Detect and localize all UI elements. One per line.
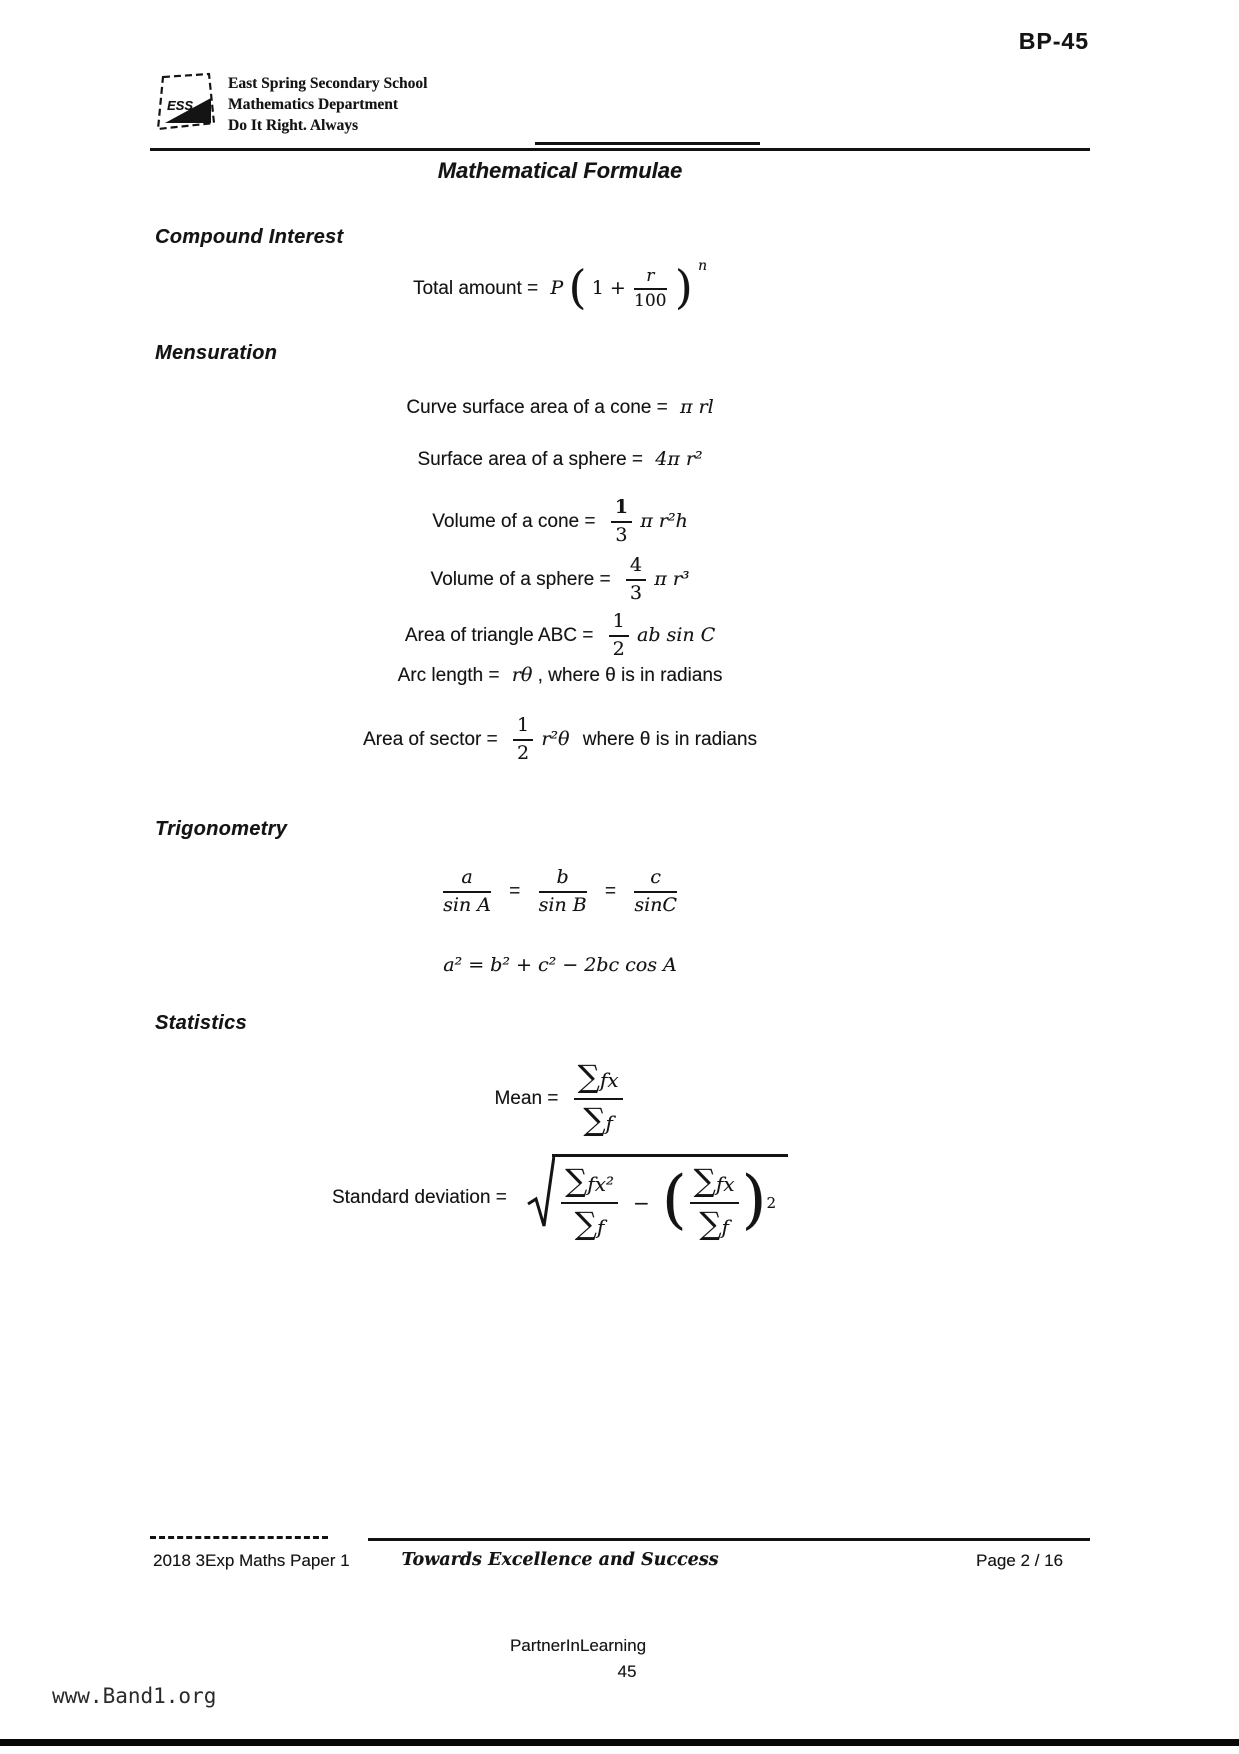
fraction-four-thirds: $\frac{4}{3}$ [626, 554, 646, 606]
bottom-scan-edge [0, 1739, 1239, 1746]
math-one-plus: 1 + [591, 277, 626, 299]
formula-label: Surface area of a sphere = [417, 449, 643, 470]
open-paren: ( [568, 259, 587, 314]
watermark-url: www.Band1.org [52, 1684, 217, 1708]
fraction-one-half: $\frac{1}{2}$ [609, 610, 629, 662]
heading-compound-interest: Compound Interest [155, 226, 344, 248]
fraction-one-third: $\frac{1}{3}$ [611, 496, 632, 548]
formula-sphere-surface [150, 448, 970, 471]
formula-cone-surface [150, 396, 970, 419]
footer-rule [368, 1538, 1090, 1541]
exponent-n: n [698, 258, 708, 274]
minus-sign: − [632, 1190, 650, 1215]
math-expression: 4π r² [655, 448, 703, 470]
formula-label: Volume of a sphere = [430, 568, 611, 590]
fraction-one-half: $\frac{1}{2}$ [513, 714, 533, 766]
header-rule [150, 148, 1090, 151]
school-name: East Spring Secondary School [228, 75, 428, 92]
scan-page-number: 45 [617, 1662, 637, 1681]
formula-label: Area of sector = [363, 728, 498, 750]
math-expression: a² = b² + c² − 2bc cos A [443, 954, 677, 976]
formula-label: Arc length = [397, 665, 500, 686]
footer-motto: Towards Excellence and Success [401, 1550, 719, 1570]
formula-label: Area of triangle ABC = [404, 624, 594, 646]
footer-rule-dashed [150, 1536, 328, 1539]
formula-label: Curve surface area of a cone = [406, 397, 668, 418]
exponent-2: 2 [766, 1193, 777, 1212]
formula-suffix: , where θ is in radians [537, 665, 723, 686]
radical-icon [527, 1152, 555, 1232]
radicand [552, 1154, 788, 1244]
formula-sphere-volume [150, 554, 970, 606]
formula-label: Standard deviation = [331, 1186, 507, 1208]
math-principal: P [550, 277, 564, 299]
footer-paper-title: 2018 3Exp Maths Paper 1 [153, 1551, 350, 1570]
heading-statistics: Statistics [155, 1012, 247, 1034]
open-paren: ( [661, 1162, 687, 1237]
formula-cosine-rule [150, 954, 970, 977]
math-expression: π r³ [654, 567, 690, 590]
fraction-r-100: $\frac{r}{100}$ [634, 265, 667, 311]
fraction-c-sinC: $\frac{c}{\sin C}$ [634, 866, 677, 916]
formula-suffix: where θ is in radians [582, 728, 757, 750]
school-logo-icon [152, 72, 220, 134]
formula-cone-volume [150, 496, 970, 548]
math-expression: rθ [511, 664, 533, 686]
math-expression: ab sin C [637, 623, 716, 646]
fraction-b-sinB: $\frac{b}{\text{sin B}}$ [538, 866, 587, 916]
formula-sector-area [150, 714, 970, 766]
square-root [527, 1152, 788, 1244]
partner-in-learning-label: PartnerInLearning [509, 1636, 647, 1655]
formula-sine-rule [150, 866, 970, 918]
header-rule-upper [535, 142, 760, 145]
page-title: Mathematical Formulae [437, 158, 683, 183]
formula-triangle-area [150, 610, 970, 662]
formula-label: Mean = [494, 1087, 559, 1109]
formula-mean [150, 1058, 970, 1140]
math-expression: π r²h [640, 509, 688, 532]
formula-label: Volume of a cone = [432, 510, 596, 532]
school-header [228, 74, 427, 137]
math-expression: r²θ [541, 727, 570, 750]
school-motto: Do It Right. Always [228, 116, 359, 134]
corner-label: BP-45 [1018, 28, 1089, 54]
formula-standard-deviation [150, 1152, 970, 1244]
close-paren: ) [674, 259, 693, 314]
school-logo-text: ESS [167, 98, 194, 113]
formula-arc-length [150, 664, 970, 687]
fraction-sum-fx: $\frac{\sum fx}{\sum f}$ [690, 1162, 739, 1244]
close-paren: ) [741, 1162, 767, 1237]
fraction-sum-fx2: $\frac{\text{∑fx²}}{\sum f}$ [561, 1162, 618, 1244]
school-department: Mathematics Department [228, 95, 399, 113]
formula-compound-interest [150, 258, 970, 312]
heading-trigonometry: Trigonometry [155, 818, 288, 840]
footer-page-number: Page 2 / 16 [976, 1551, 1063, 1570]
formula-label: Total amount = [412, 278, 539, 299]
fraction-mean: $\frac{\sum fx}{\sum f}$ [574, 1058, 623, 1140]
equals-sign: = [509, 880, 521, 902]
math-expression: π rl [680, 396, 714, 418]
heading-mensuration: Mensuration [155, 342, 278, 364]
equals-sign: = [604, 880, 617, 902]
squared-term [662, 1162, 776, 1244]
school-logo [152, 72, 220, 139]
fraction-a-sinA: $\frac{a}{\text{sin A}}$ [443, 866, 491, 916]
